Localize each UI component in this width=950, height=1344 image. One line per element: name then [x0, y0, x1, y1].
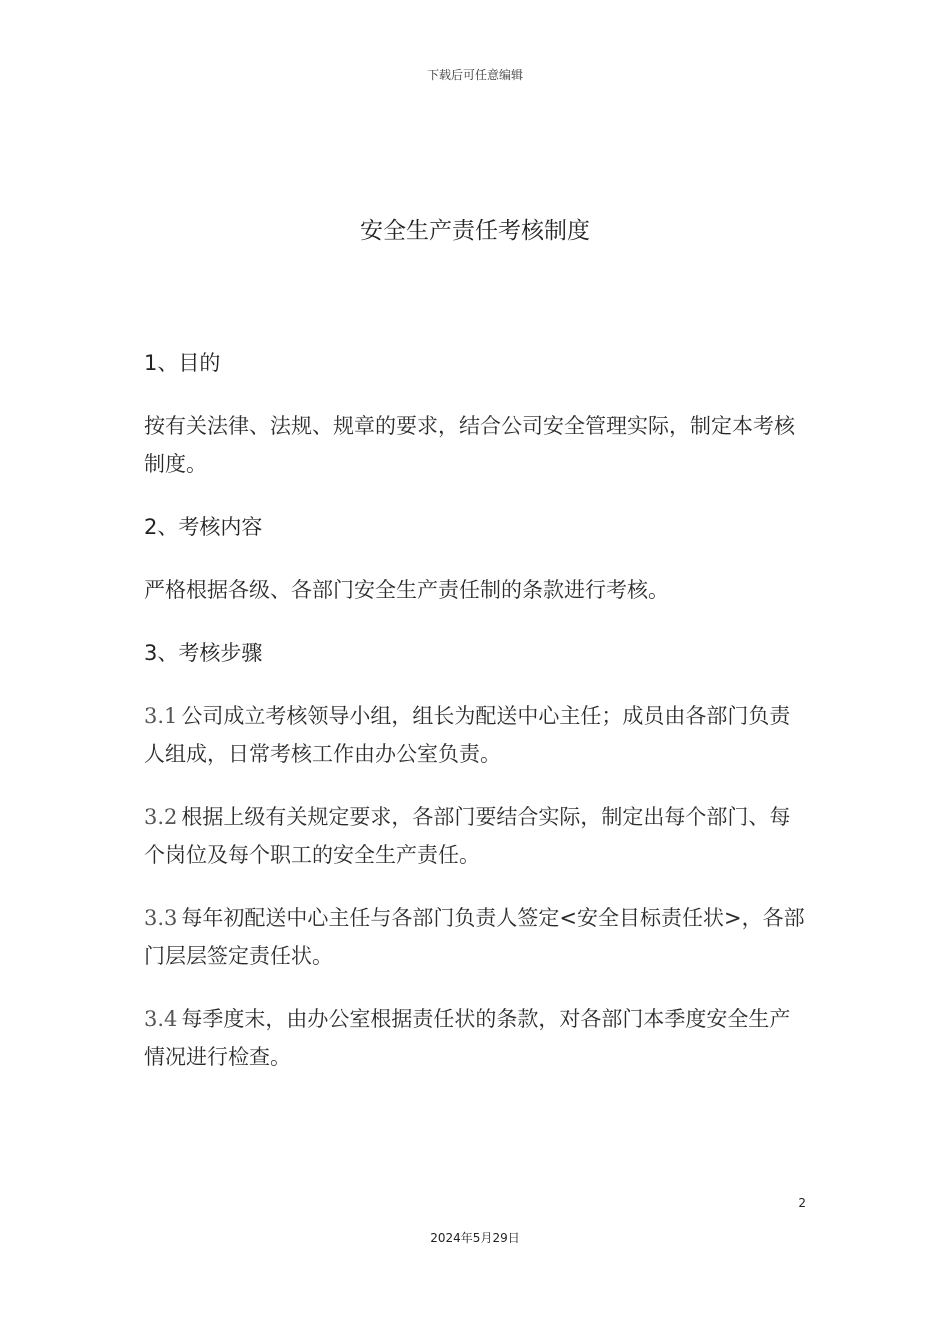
paragraph-step-3-1: [144, 697, 806, 773]
paragraph-text: 每季度末，由办公室根据责任状的条款，对各部门本季度安全生产情况进行检查。: [144, 1007, 791, 1069]
paragraph-text: 公司成立考核领导小组，组长为配送中心主任；成员由各部门负责人组成，日常考核工作由办公室负责。: [144, 704, 791, 766]
footer-date: 2024年5月29日: [430, 1231, 520, 1245]
paragraph-text: 严格根据各级、各部门安全生产责任制的条款进行考核。: [144, 578, 669, 602]
section-heading-purpose: 1、目的: [144, 351, 221, 375]
paragraph-step-3-3: [144, 899, 806, 975]
paragraph-text: 根据上级有关规定要求，各部门要结合实际，制定出每个部门、每个岗位及每个职工的安全生产责任。: [144, 805, 791, 867]
document-title: 安全生产责任考核制度: [360, 218, 590, 244]
paragraph-step-3-4: [144, 1000, 806, 1076]
paragraph-number: 3.1: [144, 704, 178, 728]
paragraph-text: 每年初配送中心主任与各部门负责人签定<安全目标责任状>，各部门层层签定责任状。: [144, 906, 805, 968]
header-note: 下载后可任意编辑: [426, 68, 523, 82]
paragraph-number: 3.2: [144, 805, 178, 829]
paragraph-step-3-2: [144, 798, 806, 874]
paragraph-text: 按有关法律、法规、规章的要求，结合公司安全管理实际，制定本考核制度。: [144, 414, 795, 476]
paragraph-number: 3.3: [144, 906, 178, 930]
section-heading-steps: 3、考核步骤: [144, 641, 263, 665]
section-heading-content: 2、考核内容: [144, 515, 263, 539]
page-number: 2: [798, 1196, 806, 1210]
paragraph-number: 3.4: [144, 1007, 178, 1031]
paragraph-content: [144, 571, 806, 609]
paragraph-purpose: [144, 407, 806, 483]
document-body: [144, 344, 806, 1101]
